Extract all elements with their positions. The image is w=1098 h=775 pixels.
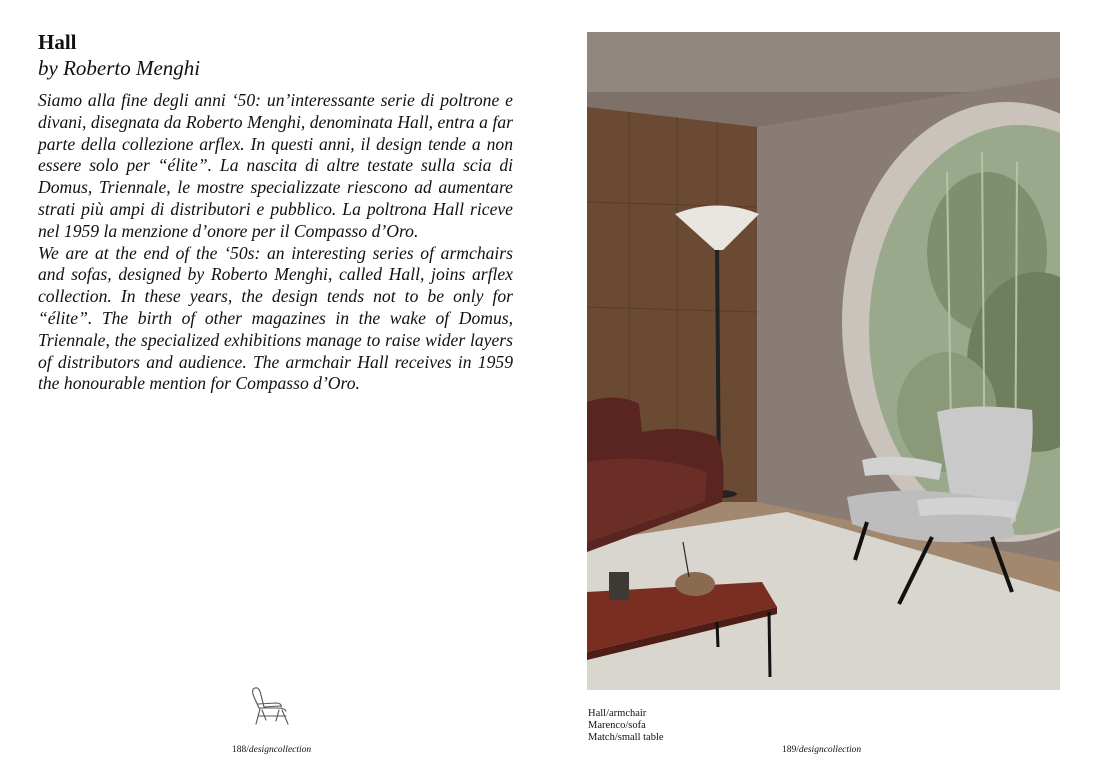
product-photo [587,32,1060,690]
paragraph-italian: Siamo alla fine degli anni ‘50: un’interessante serie di poltrone e divani, disegnata da Roberto Menghi, denominata Hall, entra a far parte della collezione arflex. In questi anni, il design tende a non essere solo per “élite”. La nascita di altre testate sulla scia di Domus, Triennale, le mostre specializzate riescono ad aumentare strati più ampi di distributori e pubblico. La poltrona Hall riceve nel 1959 la menzione d’onore per il Compasso d’Oro. [38,90,513,241]
photo-captions [588,708,664,744]
paragraph-english: We are at the end of the ‘50s: an interesting series of armchairs and sofas, designed by Roberto Menghi, called Hall, joins arflex collection. In these years, the design tends not to be only for “élite”. The birth of other magazines in the wake of Domus, Triennale, the specialized exhibitions manage to raise wider layers of distributors and audience. The armchair Hall receives in 1959 the honourable mention for Compasso d’Oro. [38,242,513,394]
caption-table: Match/small table [588,732,664,743]
folio-brand: designcollection [798,745,862,755]
folio-left [232,744,311,756]
caption-sofa: Marenco/sofa [588,720,646,731]
armchair-line-icon [246,683,296,727]
folio-right [782,744,861,756]
folio-number: 188/ [232,745,249,755]
caption-armchair: Hall/armchair [588,708,647,719]
folio-number: 189/ [782,745,799,755]
author-line: by Roberto Menghi [38,56,201,80]
body-text [38,90,513,395]
page-title: Hall [38,30,77,54]
folio-brand: designcollection [248,745,312,755]
